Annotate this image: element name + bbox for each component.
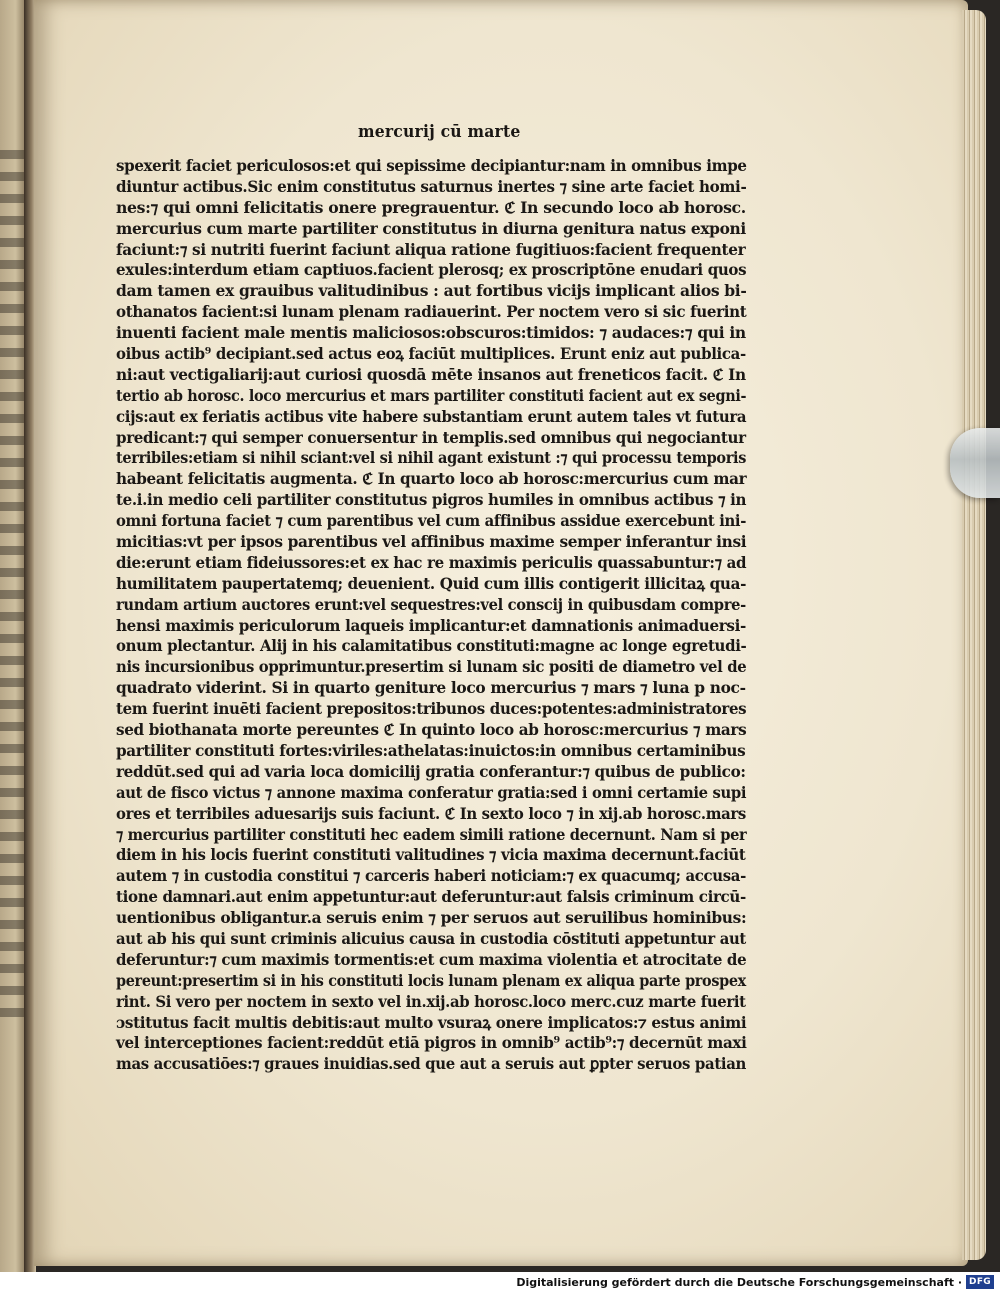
text-line: faciunt:⁊ si nutriti fuerint faciunt aliqua ratione fugitiuos:facient frequenter (116, 239, 746, 259)
text-line: sed biothanata morte pereuntes ℭ In quinto loco ab horosc:mercurius ⁊ mars (116, 720, 747, 740)
text-line: mas accusatiōes:⁊ graues inuidias.sed que aut a seruis aut ꝑpter seruos patian (116, 1054, 747, 1074)
text-line: othanatos facient:si lunam plenam radiauerint. Per noctem vero si sic fuerint (116, 302, 747, 322)
text-line: exules:interdum etiam captiuos.facient plerosq; ex proscriptōne enudari quos (116, 260, 747, 280)
text-line: vel interceptiones facient:reddūt etiā pigros in omnib⁹ actib⁹:⁊ decernūt maxi (116, 1033, 747, 1053)
text-line: aut ab his qui sunt criminis alicuius causa in custodia cōstituti appetuntur aut (116, 928, 746, 948)
text-line: tione damnari.aut enim appetuntur:aut deferuntur:aut falsis criminum circū- (116, 887, 746, 907)
text-line: ⁊ mercurius partiliter constituti hec eadem simili ratione decernunt. Nam si per (116, 824, 747, 844)
text-line: pereunt:presertim si in his constituti locis lunam plenam ex aliqua parte prospex (116, 970, 746, 990)
text-line: aut de fisco victus ⁊ annone maxima conferatur gratia:sed i omni certamie supi (116, 782, 747, 802)
text-line: oibus actib⁹ decipiant.sed actus eoꝝ faciūt multiplices. Erunt eniz aut publica- (116, 344, 746, 364)
text-line: spexerit faciet periculosos:et qui sepissime decipiantur:nam in omnibus impe (116, 156, 747, 175)
text-line: nis incursionibus opprimuntur.presertim si lunam sic positi de diametro vel de (116, 657, 747, 677)
text-line: autem ⁊ in custodia constitui ⁊ carceris haberi noticiam:⁊ ex quacumq; accusa- (116, 866, 746, 886)
text-line: ɔstitutus facit multis debitis:aut multo vsuraꝝ onere implicatos:⁊ estus animi (116, 1012, 747, 1032)
text-line: diem in his locis fuerint constituti valitudines ⁊ vicia maxima decernunt.faciūt (116, 845, 746, 865)
facing-page-text-fragment (0, 150, 24, 1030)
page-edges (962, 10, 986, 1260)
text-line: deferuntur:⁊ cum maximis tormentis:et cum maxima violentia et atrocitate de (116, 949, 747, 969)
text-line: tertio ab horosc. loco mercurius et mars partiliter constituti facient aut ex segni- (116, 385, 747, 405)
text-line: reddūt.sed qui ad varia loca domicilij gratia conferantur:⁊ quibus de publico: (116, 761, 746, 781)
text-line: inuenti facient male mentis maliciosos:obscuros:timidos: ⁊ audaces:⁊ qui in (116, 323, 746, 343)
text-line: mercurius cum marte partiliter constitutus in diurna genitura natus exponi (116, 218, 746, 238)
text-line: uentionibus obligantur.a seruis enim ⁊ per seruos aut seruilibus hominibus: (116, 908, 747, 928)
text-line: terribiles:etiam si nihil sciant:vel si nihil agant existunt :⁊ qui processu temporis (116, 448, 747, 468)
text-line: omni fortuna faciet ⁊ cum parentibus vel cum affinibus assidue exercebunt ini- (116, 511, 747, 531)
text-line: die:erunt etiam fideiussores:et ex hac re maximis periculis quassabuntur:⁊ ad (116, 552, 747, 572)
text-line: cijs:aut ex feriatis actibus vite habere substantiam erunt autem tales vt futura (116, 406, 747, 426)
page-clip (950, 428, 1000, 498)
text-line: te.i.in medio celi partiliter constitutus pigros humiles in omnibus actibus ⁊ in (116, 490, 747, 510)
text-line: ores et terribiles aduesarijs suis faciunt. ℭ In sexto loco ⁊ in xij.ab horosc.mars (116, 803, 746, 823)
text-line: partiliter constituti fortes:viriles:athelatas:inuictos:in omnibus certaminibus (116, 740, 746, 760)
text-line: rundam artium auctores erunt:vel sequestres:vel conscij in quibusdam compre- (116, 594, 746, 614)
text-line: ni:aut vectigaliarij:aut curiosi quosdā mēte insanos aut freneticos facit. ℭ In (116, 364, 746, 384)
text-line: dam tamen ex grauibus valitudinibus : aut fortibus vicijs implicant alios bi- (116, 281, 747, 301)
facing-page-edge (0, 0, 26, 1272)
text-line: predicant:⁊ qui semper conuersentur in templis.sed omnibus qui negociantur (116, 427, 746, 447)
text-line: diuntur actibus.Sic enim constitutus saturnus inertes ⁊ sine arte faciet homi- (116, 176, 747, 196)
text-line: onum plectantur. Alij in his calamitatibus constituti:magne ac longe egretudi- (116, 636, 747, 656)
text-line: tem fuerint inuēti facient prepositos:tribunos duces:potentes:administratores (116, 699, 747, 719)
text-line: humilitatem paupertatemq; deuenient. Quid cum illis contigerit illicitaꝝ qua- (116, 573, 747, 593)
text-line: hensi maximis periculorum laqueis implicantur:et damnationis animaduersi- (116, 615, 746, 635)
text-line: habeant felicitatis augmenta. ℭ In quarto loco ab horosc:mercurius cum mar (116, 469, 747, 489)
footer-bar (0, 1272, 1000, 1294)
running-head: mercurij cū marte (358, 122, 521, 142)
text-line: micitias:vt per ipsos parentibus vel affinibus maxime semper inferantur insi (116, 532, 747, 552)
text-line: rint. Si vero per noctem in sexto vel in.xij.ab horosc.loco merc.cuz marte fuerit (116, 991, 746, 1011)
footer-credit: Digitalisierung gefördert durch die Deutsche Forschungsgemeinschaft · (516, 1276, 962, 1289)
text-line: nes:⁊ qui omni felicitatis onere pregrauentur. ℭ In secundo loco ab horosc. (116, 197, 746, 217)
text-line: quadrato viderint. Si in quarto geniture loco mercurius ⁊ mars ⁊ luna p noc- (116, 678, 746, 698)
dfg-logo: DFG (966, 1275, 994, 1289)
text-block (116, 156, 746, 1075)
